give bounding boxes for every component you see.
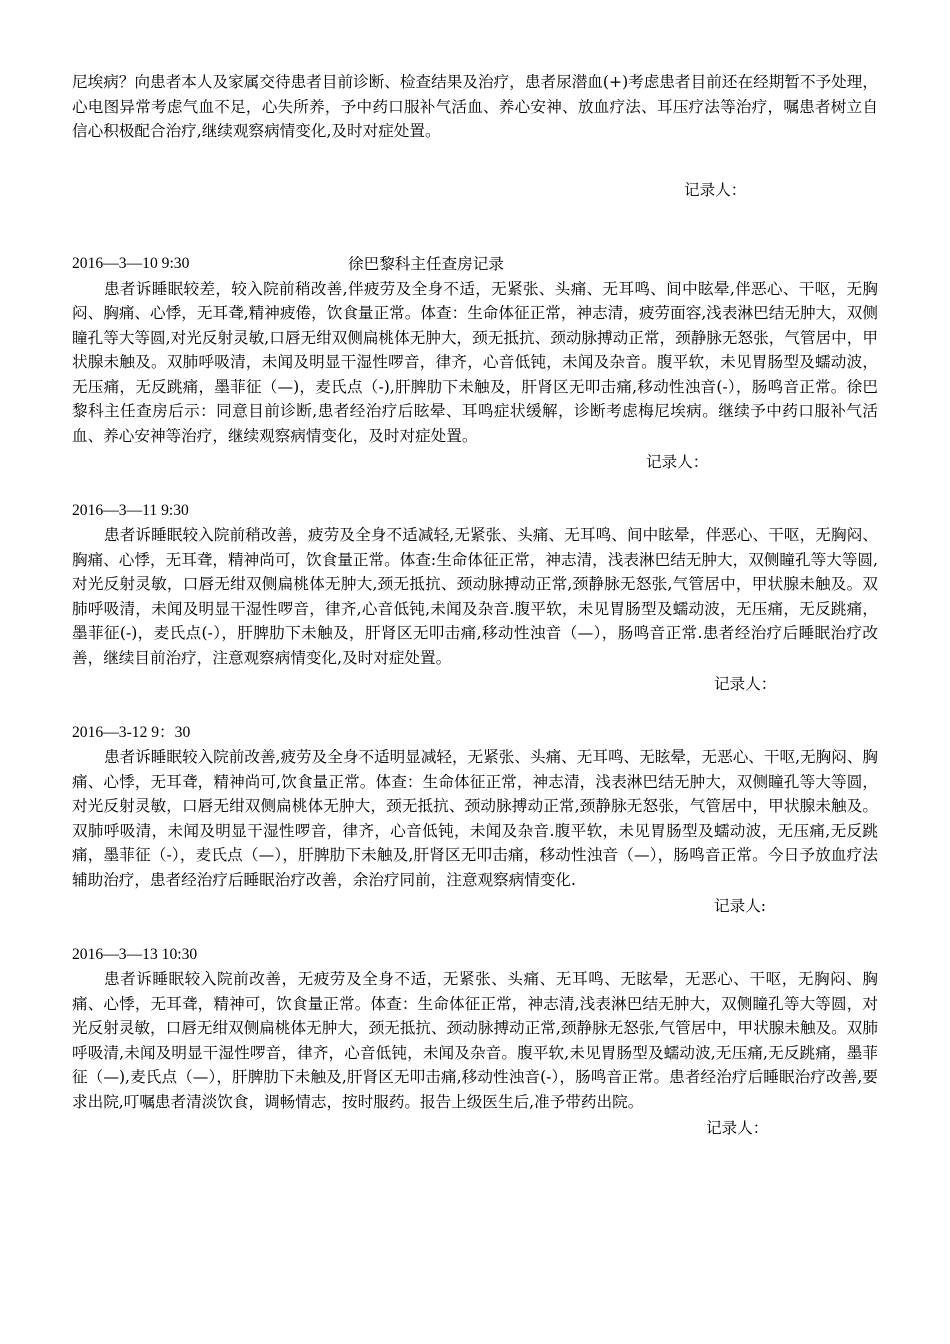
entry-body: 患者诉睡眠较入院前改善，无疲劳及全身不适，无紧张、头痛、无耳鸣、无眩晕，无恶心、干呕，无胸闷、胸痛、心悸，无耳聋，精神可，饮食量正常。体查：生命体征正常，神志清,浅表淋巴结无肿大，双侧瞳孔等大等圆，对光反射灵敏，口唇无绀双侧扁桃体无肿大，颈无抵抗、颈动脉搏动正常,颈静脉无怒张,气管居中，甲状腺未触及。双肺呼吸清,未闻及明显干湿性啰音，律齐，心音低钝，未闻及杂音。腹平软,未见胃肠型及蠕动波,无压痛,无反跳痛，墨菲征（—),麦氏点（—），肝脾肋下未触及,肝肾区无叩击痛,移动性浊音(-），肠鸣音正常。患者经治疗后睡眠治疗改善,要求出院,叮嘱患者清淡饮食，调畅情志，按时服药。报告上级医生后,准予带药出院。 bbox=[72, 970, 878, 1111]
medical-record-page bbox=[72, 70, 878, 1141]
entry-body: 患者诉睡眠较入院前改善,疲劳及全身不适明显减轻，无紧张、头痛、无耳鸣、无眩晕，无恶心、干呕,无胸闷、胸痛、心悸，无耳聋，精神尚可,饮食量正常。体查：生命体征正常，神志清，浅表淋巴结无肿大，双侧瞳孔等大等圆，对光反射灵敏，口唇无绀双侧扁桃体无肿大，颈无抵抗、颈动脉搏动正常,颈静脉无怒张，气管居中，甲状腺未触及。双肺呼吸清，未闻及明显干湿性啰音，律齐，心音低钝，未闻及杂音.腹平软，未见胃肠型及蠕动波，无压痛,无反跳痛，墨菲征（-），麦氏点（—），肝脾肋下未触及,肝肾区无叩击痛，移动性浊音（—），肠鸣音正常。今日予放血疗法辅助治疗，患者经治疗后睡眠治疗改善，余治疗同前，注意观察病情变化. bbox=[72, 748, 879, 889]
entry-recorder: 记录人： bbox=[714, 675, 777, 693]
record-entry bbox=[72, 721, 878, 919]
entry-title: 徐巴黎科主任查房记录 bbox=[348, 255, 504, 273]
entry-datetime: 2016—3—10 9:30 bbox=[72, 255, 190, 272]
entry-body: 患者诉睡眠较差，较入院前稍改善,伴疲劳及全身不适，无紧张、头痛、无耳鸣、间中眩晕,伴恶心、干呕，无胸闷、胸痛、心悸，无耳聋,精神疲倦，饮食量正常。体查：生命体征正常，神志清，疲劳面容,浅表淋巴结无肿大，双侧瞳孔等大等圆,对光反射灵敏,口唇无绀双侧扁桃体无肿大，颈无抵抗、颈动脉搏动正常，颈静脉无怒张，气管居中，甲状腺未触及。双肺呼吸清，未闻及明显干湿性啰音，律齐，心音低钝，未闻及杂音。腹平软，未见胃肠型及蠕动波，无压痛，无反跳痛，墨菲征（—)，麦氏点（-),肝脾肋下未触及，肝肾区无叩击痛,移动性浊音(-），肠鸣音正常。徐巴黎科主任查房后示：同意目前诊断,患者经治疗后眩晕、耳鸣症状缓解，诊断考虑梅尼埃病。继续予中药口服补气活血、养心安神等治疗，继续观察病情变化，及时对症处置。 bbox=[72, 279, 878, 445]
entry-body: 患者诉睡眠较入院前稍改善，疲劳及全身不适减轻,无紧张、头痛、无耳鸣、间中眩晕，伴恶心、干呕，无胸闷、胸痛、心悸，无耳聋，精神尚可，饮食量正常。体查:生命体征正常，神志清，浅表淋巴结无肿大，双侧瞳孔等大等圆,对光反射灵敏，口唇无绀双侧扁桃体无肿大,颈无抵抗、颈动脉搏动正常,颈静脉无怒张,气管居中，甲状腺未触及。双肺呼吸清，未闻及明显干湿性啰音，律齐,心音低钝,未闻及杂音.腹平软，未见胃肠型及蠕动波，无压痛，无反跳痛，墨菲征(-)，麦氏点(-），肝脾肋下未触及，肝肾区无叩击痛,移动性浊音（—），肠鸣音正常.患者经治疗后睡眠治疗改善，继续目前治疗，注意观察病情变化,及时对症处置。 bbox=[72, 526, 878, 667]
entry-recorder: 记录人： bbox=[646, 453, 709, 471]
entry-header bbox=[72, 499, 878, 524]
entry-header bbox=[72, 721, 878, 746]
record-entry bbox=[72, 252, 878, 475]
entry-header bbox=[72, 252, 878, 277]
record-entry bbox=[72, 499, 878, 697]
entry-header bbox=[72, 943, 878, 968]
entry-recorder: 记录人: bbox=[714, 897, 767, 915]
record-entry bbox=[72, 943, 878, 1141]
intro-paragraph: 尼埃病？向患者本人及家属交待患者目前诊断、检查结果及治疗，患者尿潜血(+)考虑患者目前还在经期暂不予处理，心电图异常考虑气血不足，心失所养，予中药口服补气活血、养心安神、放血疗法、耳压疗法等治疗，嘱患者树立自信心积极配合治疗,继续观察病情变化,及时对症处置。 bbox=[72, 73, 878, 140]
entry-datetime: 2016—3-12 9：30 bbox=[72, 723, 191, 741]
entry-datetime: 2016—3—13 10:30 bbox=[72, 945, 198, 963]
entry-recorder: 记录人： bbox=[706, 1119, 769, 1137]
intro-recorder: 记录人： bbox=[684, 180, 747, 199]
entry-datetime: 2016—3—11 9:30 bbox=[72, 501, 189, 519]
